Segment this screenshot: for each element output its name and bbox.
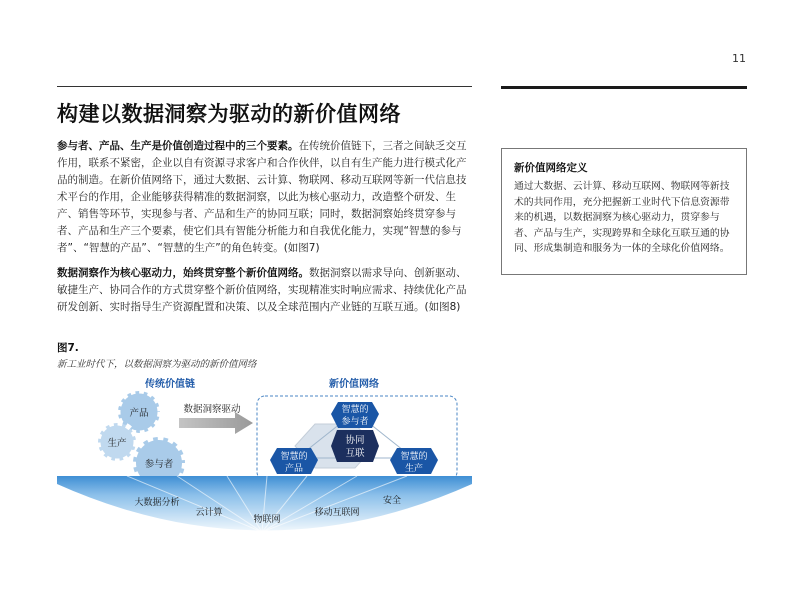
- gear-production: [98, 423, 136, 461]
- paragraph-elements: [57, 138, 475, 257]
- definition-body: 通过大数据、云计算、移动互联网、物联网等新技术的共同作用，充分把握新工业时代下信息资源带来的机遇，以数据洞察为核心驱动力，贯穿参与者、产品与生产，实现跨界和全球化互联互通的协同、形成集制造和服务为一体的全球化价值网络。: [514, 181, 730, 254]
- header-rule-left: [57, 86, 472, 87]
- tech-bigdata: 大数据分析: [134, 498, 180, 508]
- tech-iot: 物联网: [253, 515, 281, 525]
- smart-participant-line1: 智慧的: [341, 405, 369, 415]
- figure-caption: 新工业时代下，以数据洞察为驱动的新价值网络: [57, 359, 257, 370]
- smart-production-line2: 生产: [404, 464, 424, 474]
- paragraph-lead: 参与者、产品、生产是价值创造过程中的三个要素。: [57, 140, 299, 152]
- smart-product-line2: 产品: [284, 464, 304, 474]
- header-rule-right: [501, 86, 747, 89]
- traditional-chain-label: 传统价值链: [145, 379, 195, 390]
- gear-production-label: 生产: [107, 438, 127, 449]
- tech-security: 安全: [382, 496, 402, 506]
- figure-label: 图7.: [57, 342, 79, 354]
- smart-participant-line2: 参与者: [341, 417, 369, 427]
- paragraph-data-insight: [57, 265, 475, 316]
- value-network-diagram: [57, 372, 477, 542]
- paragraph-body: 数据洞察以需求导向、创新驱动、敏捷生产、协同合作的方式贯穿整个新价值网络，实现精准实时响应需求、持续优化产品研发创新、实时指导生产资源配置和决策、以及全球范围内产业链的互联互通。(如图8): [57, 267, 467, 313]
- tech-mobile: 移动互联网: [314, 508, 360, 518]
- new-network-label: 新价值网络: [329, 379, 379, 390]
- gear-product-label: 产品: [129, 408, 149, 419]
- smart-production-line1: 智慧的: [400, 452, 428, 462]
- tech-cloud: 云计算: [195, 508, 223, 518]
- arrow-label: 数据洞察驱动: [183, 404, 241, 415]
- center-line1: 协同: [345, 435, 365, 446]
- definition-box: [501, 148, 747, 275]
- page-title: 构建以数据洞察为驱动的新价值网络: [57, 102, 401, 126]
- page-number: 11: [732, 52, 746, 65]
- paragraph-body: 在传统价值链下，三者之间缺乏交互作用，联系不紧密，企业以自有资源寻求客户和合作伙伴，以自有生产能力进行模式化产品的制造。在新价值网络下，通过大数据、云计算、物联网、移动互联网等新一代信息技术平台的作用，企业能够获得精准的数据洞察，以此为核心驱动力，改造整个研发、生产、销售等环节，实现参与者、产品和生产的协同互联；同时，数据洞察始终贯穿参与者、产品和生产三个要素，使它们具有智能分析能力和自我优化能力，实现“智慧的参与者”、“智慧的产品”、“智慧的生产”的角色转变。(如图7): [57, 140, 467, 254]
- definition-title: 新价值网络定义: [514, 162, 588, 174]
- gear-participant-label: 参与者: [144, 459, 174, 470]
- smart-product-line1: 智慧的: [280, 452, 308, 462]
- data-insight-arrow: [179, 412, 253, 434]
- paragraph-lead: 数据洞察作为核心驱动力，始终贯穿整个新价值网络。: [57, 267, 309, 279]
- center-line2: 互联: [345, 448, 365, 459]
